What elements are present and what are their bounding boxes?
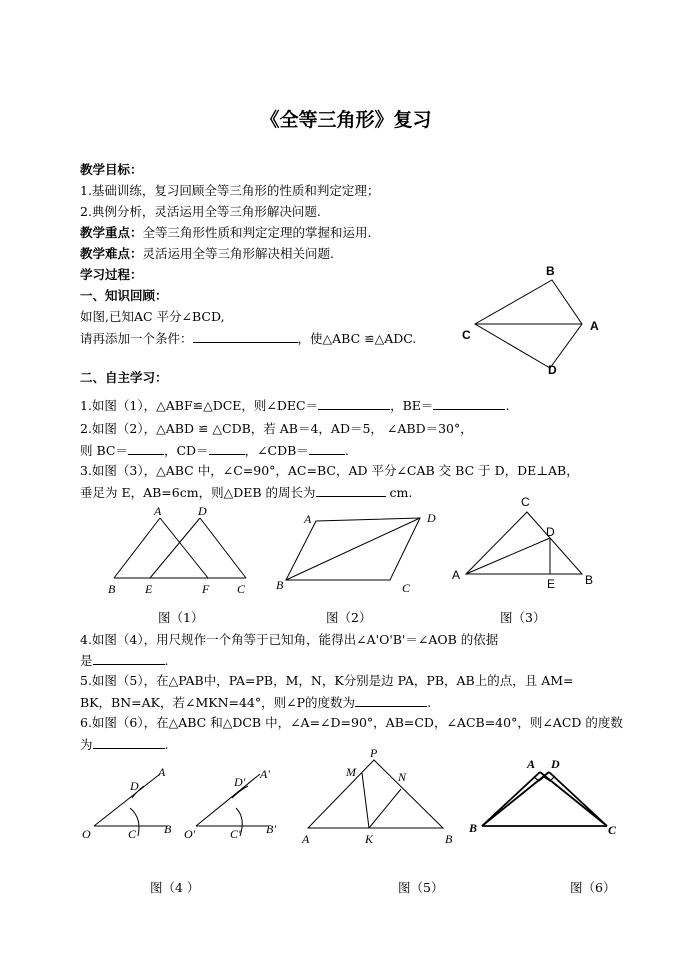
review-text-b: ，使△ABC ≌△ADC.	[297, 331, 417, 346]
question-2-line-2	[80, 442, 349, 459]
question-3-line-1: 3.如图（3），△ABC 中，∠C=90°，AC=BC，AD 平分∠CAB 交 BC 于 D，DE⊥AB，	[80, 463, 579, 478]
fig4b-label-a: A'	[260, 767, 270, 781]
fig4b-label-o: O'	[184, 827, 196, 841]
figure-4-right	[180, 760, 295, 842]
fig2-label-b: B	[276, 578, 284, 592]
q3-text-b: 垂足为 E，AB=6cm，则△DEB 的周长为	[80, 485, 316, 500]
q1-blank-2[interactable]	[433, 397, 505, 410]
caption-fig-4: 图（4 ）	[150, 880, 200, 895]
fig1-label-b: B	[108, 582, 116, 596]
figure-3	[448, 494, 608, 594]
kite-figure	[460, 262, 610, 377]
fig3-label-d: D	[546, 525, 555, 539]
q2-text-e: .	[344, 443, 349, 458]
answer-blank[interactable]	[193, 330, 298, 343]
question-6-line-2	[80, 736, 169, 753]
q6-text-b: 为	[80, 737, 93, 752]
q1-text-b: ，BE＝	[390, 398, 434, 413]
question-4-line-1: 4.如图（4），用尺规作一个角等于已知角，能得出∠A'O'B'＝∠AOB 的依据	[80, 632, 499, 647]
fig5-label-k: K	[365, 832, 374, 846]
fig5-label-b: B	[445, 832, 453, 846]
fig5-label-m: M	[346, 765, 356, 779]
question-5-line-2	[80, 694, 431, 711]
fig2-label-d: D	[427, 511, 436, 525]
figure-5	[296, 745, 466, 850]
q4-text-b: 是	[80, 653, 93, 668]
kite-label-d: D	[548, 363, 557, 377]
question-4-line-2	[80, 652, 169, 669]
key-heading: 教学重点：	[80, 225, 143, 240]
q6-text-c: .	[164, 737, 169, 752]
fig4b-label-b: B'	[266, 822, 276, 836]
fig3-label-c: C	[521, 495, 530, 509]
q4-text-c: .	[164, 653, 169, 668]
caption-fig-2: 图（2）	[326, 610, 372, 625]
q2-text-b: 则 BC＝	[80, 443, 128, 458]
question-2-line-1: 2.如图（2），△ABD ≌ △CDB，若 AB＝4，AD＝5， ∠ABD＝30°，	[80, 421, 473, 436]
process-heading: 学习过程：	[80, 267, 143, 282]
figure-4-left	[78, 760, 188, 842]
fig5-label-n: N	[398, 770, 407, 784]
caption-fig-5: 图（5）	[398, 880, 444, 895]
question-6-line-1: 6.如图（6），在△ABC 和△DCB 中，∠A=∠D=90°，AB=CD，∠ACB=40°，则∠ACD 的度数	[80, 715, 623, 730]
review-line-2	[80, 330, 416, 347]
fig6-label-c: C	[608, 823, 617, 837]
key-point	[80, 225, 372, 241]
q4-blank[interactable]	[93, 652, 165, 665]
fig4a-label-c: C	[128, 827, 137, 841]
key-text: 全等三角形性质和判定定理的掌握和运用.	[142, 225, 372, 240]
goal-heading: 教学目标：	[80, 162, 143, 177]
kite-label-b: B	[546, 264, 555, 278]
question-1	[80, 397, 509, 414]
fig1-label-d: D	[198, 504, 207, 518]
fig6-label-a: A	[527, 757, 536, 771]
diff-text: 灵活运用全等三角形解决相关问题.	[142, 246, 334, 261]
fig4b-label-c: C'	[230, 827, 241, 841]
fig4a-label-o: O	[82, 827, 91, 841]
q1-text-a: 1.如图（1），△ABF≌△DCE，则∠DEC＝	[80, 398, 319, 413]
q3-text-c: cm.	[385, 485, 413, 500]
fig6-label-d: D	[551, 757, 560, 771]
question-5-line-1: 5.如图（5），在△PAB中，PA=PB，M，N，K分别是边 PA，PB，AB上的点，且 AM=	[80, 673, 574, 688]
fig3-label-b: B	[585, 573, 594, 587]
fig2-label-c: C	[402, 581, 411, 595]
fig1-label-a: A	[154, 504, 162, 518]
fig6-label-b: B	[469, 821, 478, 835]
fig5-label-a: A	[302, 832, 310, 846]
fig1-label-f: F	[202, 582, 210, 596]
caption-fig-6: 图（6）	[570, 880, 616, 895]
page-title: 《全等三角形》复习	[260, 109, 432, 131]
q2-blank-1[interactable]	[128, 442, 164, 455]
fig4a-label-a: A	[158, 765, 166, 779]
difficulty	[80, 246, 334, 262]
caption-fig-1: 图（1）	[158, 610, 204, 625]
review-line-1: 如图,已知AC 平分∠BCD,	[80, 309, 225, 324]
q1-text-c: .	[505, 398, 510, 413]
figure-6	[465, 750, 625, 845]
fig4a-label-b: B	[164, 822, 172, 836]
section-2-heading: 二、自主学习：	[80, 370, 168, 385]
fig3-label-e: E	[547, 577, 556, 591]
q2-blank-3[interactable]	[309, 442, 345, 455]
kite-label-a: A	[590, 319, 599, 333]
diff-heading: 教学难点：	[80, 246, 143, 261]
q1-blank-1[interactable]	[318, 397, 390, 410]
fig4b-label-d: D'	[234, 775, 246, 789]
fig4a-label-d: D	[130, 779, 139, 793]
q3-blank[interactable]	[316, 484, 386, 497]
review-text-a: 请再添加一个条件：	[80, 331, 193, 346]
fig5-label-p: P	[370, 746, 378, 760]
goal-1: 1.基础训练，复习回顾全等三角形的性质和判定定理；	[80, 183, 380, 198]
fig1-label-c: C	[237, 582, 246, 596]
fig3-label-a: A	[452, 568, 461, 582]
question-3-line-2	[80, 484, 412, 501]
figure-2	[272, 505, 447, 597]
q2-blank-2[interactable]	[209, 442, 245, 455]
q2-text-d: ，∠CDB＝	[244, 443, 309, 458]
q2-text-c: ，CD＝	[163, 443, 209, 458]
fig2-label-a: A	[304, 512, 312, 526]
q5-text-c: .	[427, 695, 432, 710]
caption-fig-3: 图（3）	[500, 610, 546, 625]
section-1-heading: 一、知识回顾：	[80, 288, 168, 303]
q5-blank[interactable]	[355, 694, 427, 707]
figure-1	[100, 503, 260, 598]
fig1-label-e: E	[145, 582, 153, 596]
kite-label-c: C	[462, 328, 471, 342]
q6-blank[interactable]	[93, 736, 165, 749]
q5-text-b: BK，BN=AK，若∠MKN=44°，则∠P的度数为	[80, 695, 356, 710]
goal-2: 2.典例分析，灵活运用全等三角形解决问题.	[80, 204, 321, 219]
